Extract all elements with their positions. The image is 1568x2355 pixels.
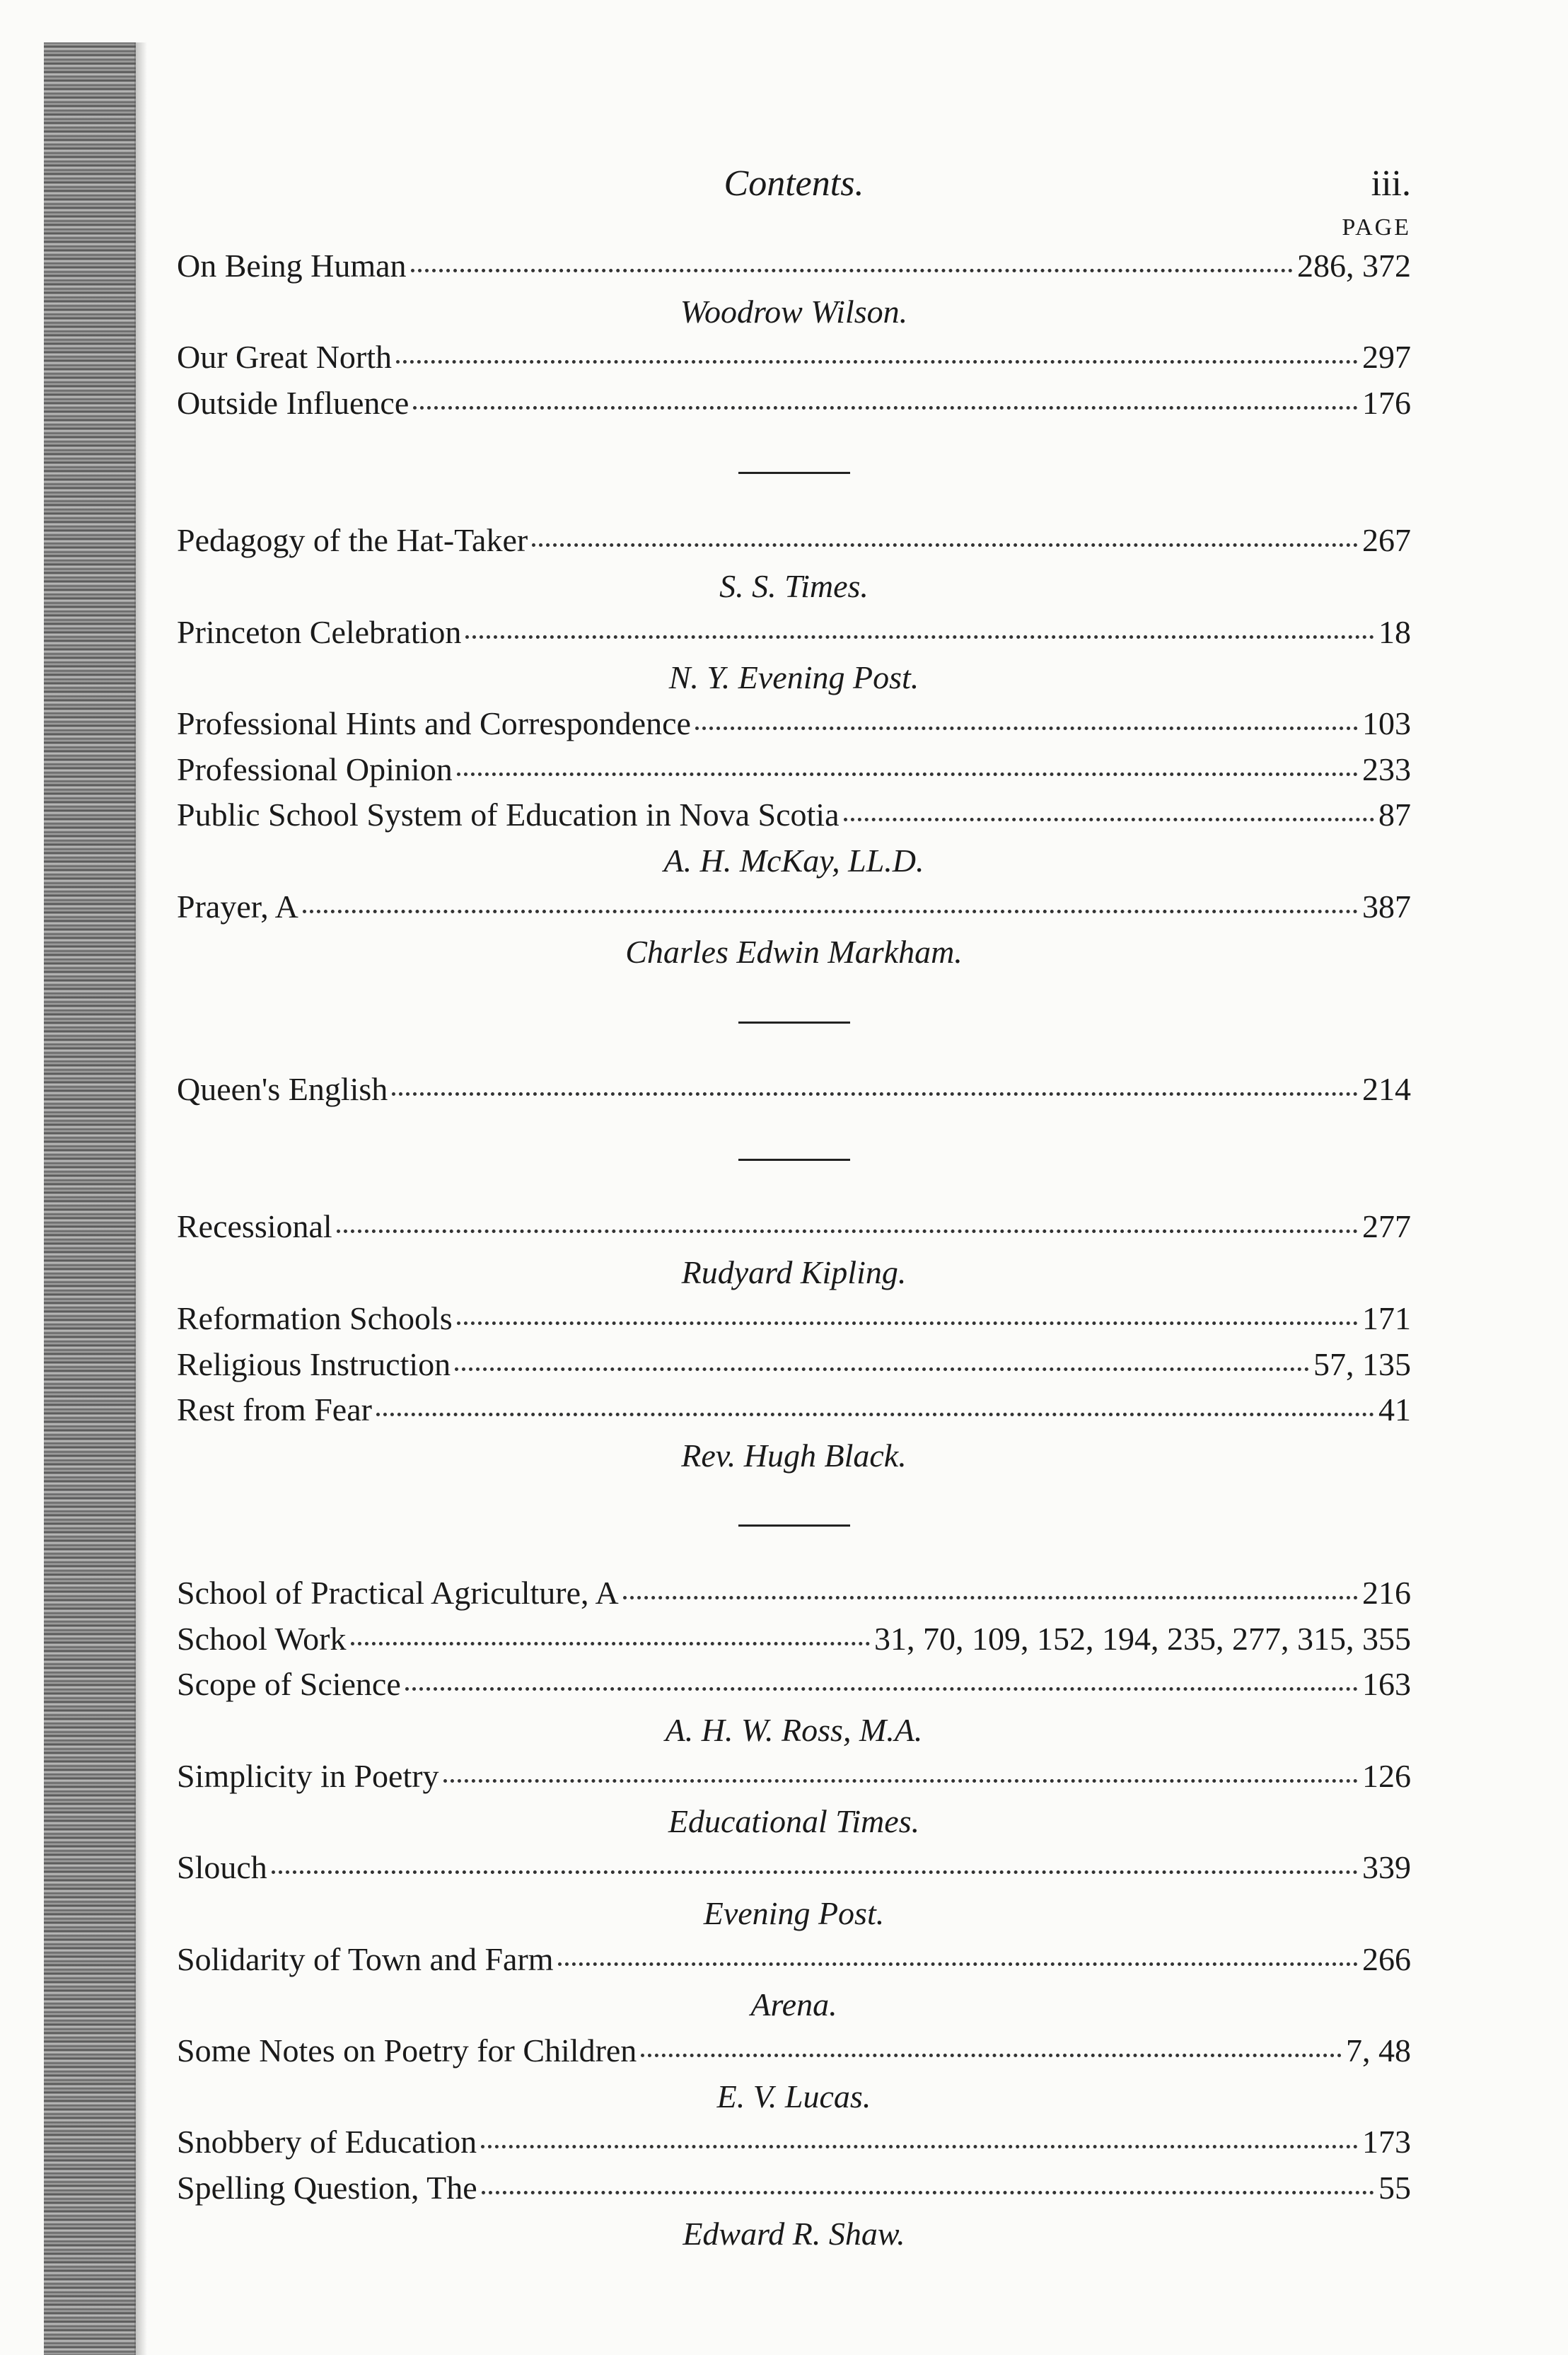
contents-entry bbox=[177, 1067, 1411, 1113]
page-title: Contents. bbox=[724, 163, 864, 204]
entry-pages: 214 bbox=[1362, 1071, 1411, 1108]
entry-title: Prayer, A bbox=[177, 888, 298, 925]
dot-leader bbox=[392, 1092, 1358, 1096]
dot-leader bbox=[411, 269, 1293, 272]
dot-leader bbox=[337, 1229, 1358, 1233]
entry-title: Scope of Science bbox=[177, 1666, 401, 1703]
entry-pages: 41 bbox=[1378, 1391, 1411, 1428]
contents-entry bbox=[177, 2119, 1411, 2165]
page-column-label: PAGE bbox=[1342, 214, 1411, 241]
entry-author: Charles Edwin Markham. bbox=[625, 934, 963, 971]
contents-entry bbox=[177, 518, 1411, 564]
contents-entry bbox=[177, 701, 1411, 747]
entry-pages: 216 bbox=[1362, 1575, 1411, 1611]
section-divider bbox=[177, 1479, 1411, 1570]
divider-rule bbox=[738, 1159, 850, 1161]
entry-pages: 18 bbox=[1378, 613, 1411, 650]
entry-author: Edward R. Shaw. bbox=[683, 2215, 905, 2252]
entry-pages: 126 bbox=[1362, 1757, 1411, 1794]
contents-entry bbox=[177, 1662, 1411, 1708]
dot-leader bbox=[558, 1962, 1358, 1966]
entry-title: Slouch bbox=[177, 1849, 267, 1886]
contents-entry bbox=[177, 243, 1411, 289]
dot-leader bbox=[413, 406, 1358, 410]
contents-entry bbox=[177, 1296, 1411, 1342]
entry-pages: 277 bbox=[1362, 1208, 1411, 1245]
dot-leader bbox=[455, 1367, 1309, 1371]
entry-author: N. Y. Evening Post. bbox=[668, 659, 919, 696]
entry-title: Simplicity in Poetry bbox=[177, 1757, 439, 1794]
section-divider bbox=[177, 1113, 1411, 1204]
contents-entry bbox=[177, 1937, 1411, 1983]
dot-leader bbox=[457, 1321, 1358, 1325]
entry-title: School Work bbox=[177, 1620, 347, 1657]
contents-entry bbox=[177, 1387, 1411, 1433]
contents-entry bbox=[177, 1204, 1411, 1250]
entry-pages: 173 bbox=[1362, 2124, 1411, 2160]
entry-title: Spelling Question, The bbox=[177, 2169, 477, 2206]
entry-title: On Being Human bbox=[177, 248, 407, 284]
contents-page bbox=[177, 163, 1411, 2257]
entry-author: A. H. McKay, LL.D. bbox=[663, 842, 924, 879]
entry-pages: 87 bbox=[1378, 797, 1411, 833]
dot-leader bbox=[623, 1596, 1358, 1599]
entry-author: Evening Post. bbox=[703, 1894, 885, 1931]
dot-leader bbox=[641, 2054, 1342, 2057]
entry-pages: 267 bbox=[1362, 522, 1411, 559]
entry-title: Professional Hints and Correspondence bbox=[177, 705, 691, 741]
entry-pages: 176 bbox=[1362, 385, 1411, 422]
contents-entry bbox=[177, 884, 1411, 930]
entry-pages: 163 bbox=[1362, 1666, 1411, 1703]
contents-entry bbox=[177, 610, 1411, 656]
entry-author: Rudyard Kipling. bbox=[681, 1254, 907, 1291]
dot-leader bbox=[272, 1870, 1358, 1874]
entry-title: Princeton Celebration bbox=[177, 613, 462, 650]
entry-author: A. H. W. Ross, M.A. bbox=[665, 1712, 923, 1749]
entry-pages: 55 bbox=[1378, 2169, 1411, 2206]
entry-title: Some Notes on Poetry for Children bbox=[177, 2032, 637, 2068]
entry-author: S. S. Times. bbox=[719, 567, 869, 604]
divider-rule bbox=[738, 1022, 850, 1024]
divider-rule bbox=[738, 1524, 850, 1527]
contents-entry bbox=[177, 2165, 1411, 2211]
page-header bbox=[177, 163, 1411, 212]
section-divider bbox=[177, 976, 1411, 1067]
dot-leader bbox=[405, 1687, 1358, 1691]
entry-pages: 339 bbox=[1362, 1849, 1411, 1886]
entry-title: Rest from Fear bbox=[177, 1391, 372, 1428]
entry-title: Snobbery of Education bbox=[177, 2124, 477, 2160]
entry-author: E. V. Lucas. bbox=[716, 2078, 871, 2114]
book-binding-edge bbox=[44, 42, 136, 2355]
divider-rule bbox=[738, 472, 850, 474]
dot-leader bbox=[396, 360, 1358, 364]
contents-entry bbox=[177, 1845, 1411, 1891]
entry-pages: 7, 48 bbox=[1346, 2032, 1411, 2068]
entry-pages: 387 bbox=[1362, 888, 1411, 925]
dot-leader bbox=[457, 773, 1358, 776]
section-divider bbox=[177, 427, 1411, 518]
contents-entry bbox=[177, 747, 1411, 793]
entry-pages: 57, 135 bbox=[1313, 1346, 1411, 1382]
dot-leader bbox=[532, 543, 1358, 547]
entry-pages: 233 bbox=[1362, 751, 1411, 787]
contents-entry bbox=[177, 335, 1411, 381]
entry-author: Woodrow Wilson. bbox=[680, 293, 908, 330]
contents-entry bbox=[177, 1754, 1411, 1800]
entry-title: Queen's English bbox=[177, 1071, 388, 1108]
page-number: iii. bbox=[1371, 163, 1411, 204]
entry-pages: 171 bbox=[1362, 1300, 1411, 1336]
entry-title: Pedagogy of the Hat-Taker bbox=[177, 522, 528, 559]
dot-leader bbox=[844, 818, 1374, 821]
binding-shadow bbox=[134, 42, 147, 2355]
contents-entry bbox=[177, 2028, 1411, 2074]
dot-leader bbox=[376, 1413, 1374, 1416]
entry-title: Reformation Schools bbox=[177, 1300, 453, 1336]
entry-title: Religious Instruction bbox=[177, 1346, 451, 1382]
contents-entry bbox=[177, 1342, 1411, 1388]
entry-title: Our Great North bbox=[177, 339, 393, 376]
entry-author: Educational Times. bbox=[668, 1803, 920, 1840]
entry-pages: 286, 372 bbox=[1297, 248, 1411, 284]
dot-leader bbox=[481, 2145, 1358, 2148]
dot-leader bbox=[465, 635, 1374, 639]
entry-title: Professional Opinion bbox=[177, 751, 453, 787]
dot-leader bbox=[443, 1779, 1358, 1783]
contents-entry bbox=[177, 1570, 1411, 1616]
dot-leader bbox=[695, 727, 1358, 730]
entry-author: Rev. Hugh Black. bbox=[681, 1437, 907, 1474]
dot-leader bbox=[303, 910, 1358, 913]
entry-title: School of Practical Agriculture, A bbox=[177, 1575, 619, 1611]
contents-list bbox=[177, 243, 1411, 2257]
entry-author: Arena. bbox=[750, 1986, 837, 2023]
entry-title: Recessional bbox=[177, 1208, 332, 1245]
contents-entry bbox=[177, 1616, 1411, 1662]
entry-title: Outside Influence bbox=[177, 385, 410, 422]
entry-title: Public School System of Education in Nova Scotia bbox=[177, 797, 840, 833]
entry-title: Solidarity of Town and Farm bbox=[177, 1940, 554, 1977]
entry-pages: 297 bbox=[1362, 339, 1411, 376]
entry-pages: 266 bbox=[1362, 1940, 1411, 1977]
dot-leader bbox=[351, 1642, 870, 1645]
entry-pages: 103 bbox=[1362, 705, 1411, 741]
contents-entry bbox=[177, 381, 1411, 427]
contents-entry bbox=[177, 792, 1411, 838]
entry-pages: 31, 70, 109, 152, 194, 235, 277, 315, 355 bbox=[874, 1620, 1411, 1657]
dot-leader bbox=[482, 2191, 1374, 2194]
